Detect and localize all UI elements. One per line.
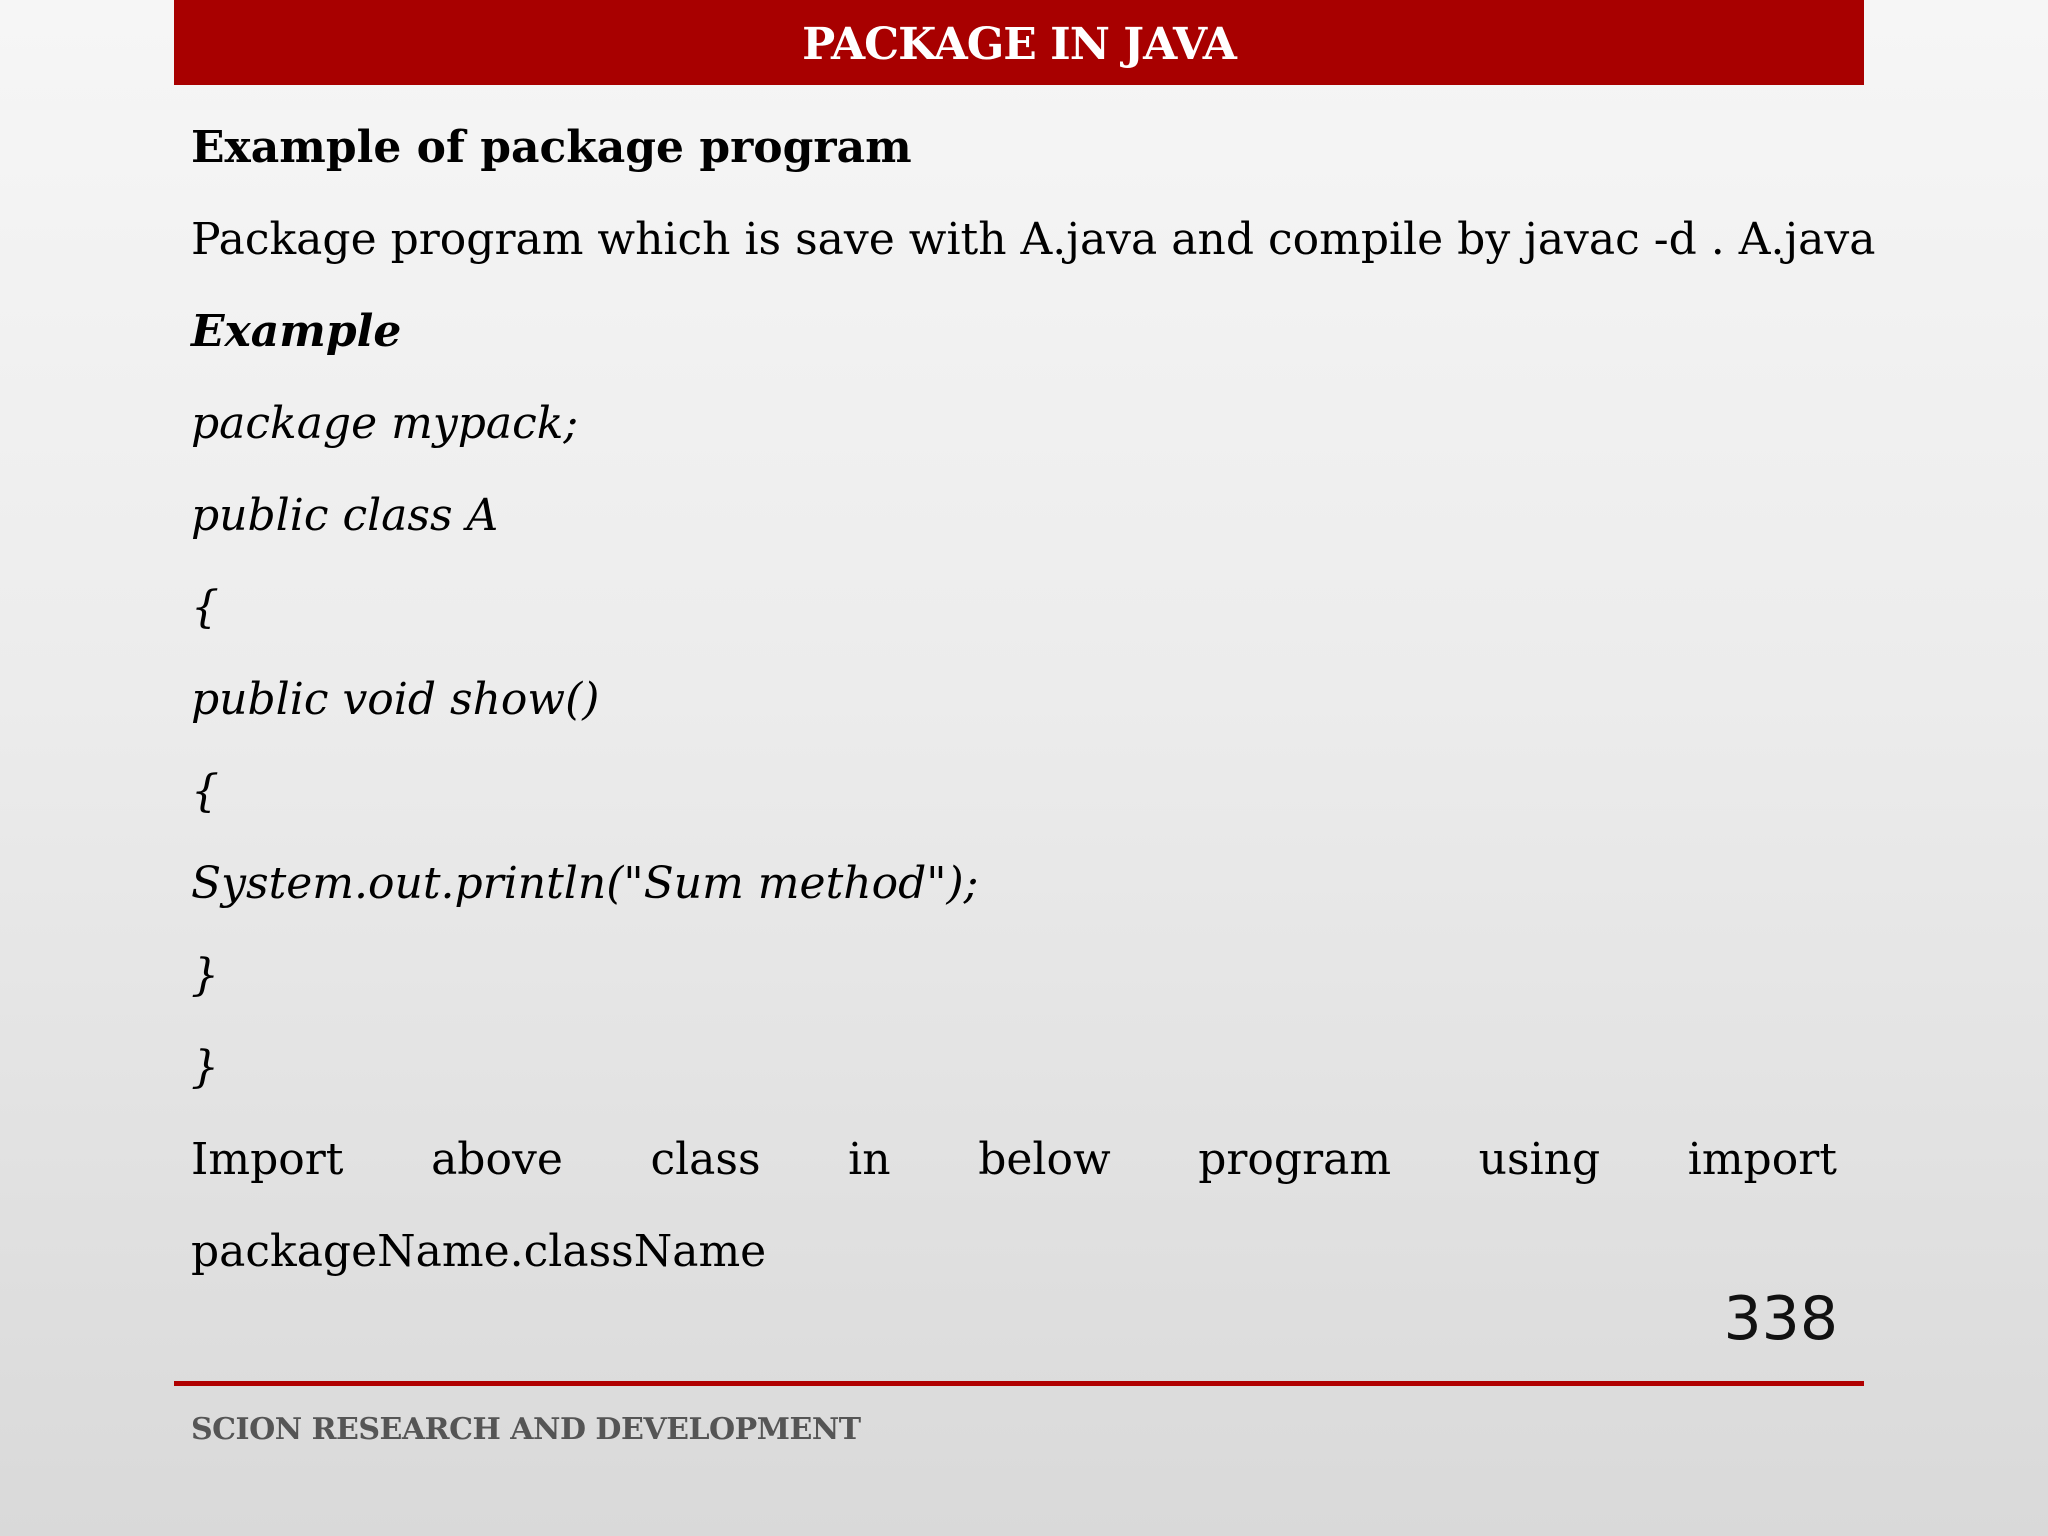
slide-description: Package program which is save with A.java and compile by javac -d . A.java <box>191 214 1876 265</box>
code-line: { <box>191 766 219 817</box>
slide-heading: Example of package program <box>191 122 912 173</box>
import-word: below <box>978 1134 1111 1185</box>
import-word: above <box>431 1134 563 1185</box>
import-word: using <box>1478 1134 1601 1185</box>
code-line: package mypack; <box>191 398 579 449</box>
code-line: public class A <box>191 490 499 541</box>
code-line: } <box>191 1042 219 1093</box>
code-line: public void show() <box>191 674 600 725</box>
import-word: class <box>650 1134 761 1185</box>
slide-title: PACKAGE IN JAVA <box>802 19 1236 70</box>
code-line: } <box>191 950 219 1001</box>
import-word: program <box>1198 1134 1392 1185</box>
import-word: Import <box>191 1134 344 1185</box>
footer-divider <box>174 1381 1864 1386</box>
import-sentence <box>191 1130 1837 1190</box>
title-bar <box>174 0 1864 85</box>
example-label: Example <box>191 306 402 357</box>
import-word: import <box>1687 1134 1837 1185</box>
footer-organization: SCION RESEARCH AND DEVELOPMENT <box>191 1412 861 1447</box>
import-word: in <box>848 1134 891 1185</box>
code-line: { <box>191 582 219 633</box>
code-line: System.out.println("Sum method"); <box>191 858 979 909</box>
page-number: 338 <box>1723 1284 1838 1354</box>
import-continuation: packageName.className <box>191 1226 767 1277</box>
